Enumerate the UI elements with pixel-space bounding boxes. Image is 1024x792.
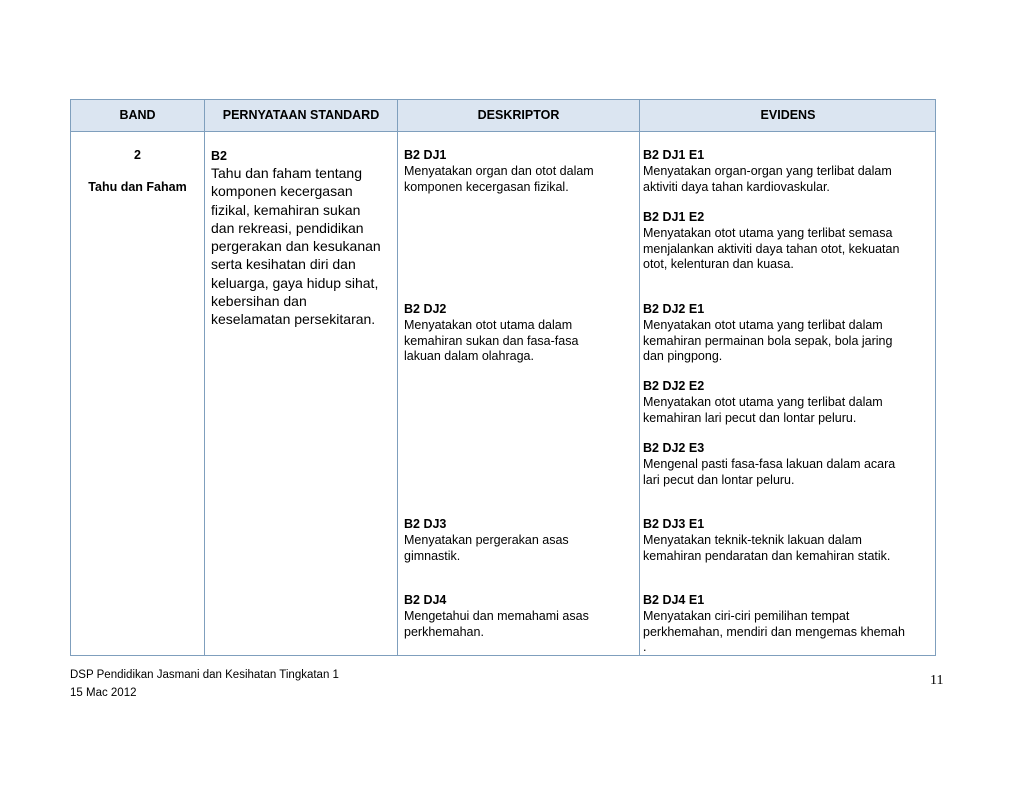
- standard-line: serta kesihatan diri dan: [211, 256, 356, 273]
- descriptor-line: gimnastik.: [404, 548, 461, 563]
- footer-document-title: DSP Pendidikan Jasmani dan Kesihatan Tingkatan 1: [70, 669, 339, 681]
- evidence-line: otot, kelenturan dan kuasa.: [643, 257, 794, 272]
- evidence-block: [643, 593, 933, 656]
- evidence-code: B2 DJ1 E2: [643, 210, 705, 224]
- descriptor-block: [404, 593, 624, 640]
- descriptor-line: Menyatakan otot utama dalam: [404, 317, 573, 332]
- standard-line: pergerakan dan kesukanan: [211, 238, 381, 255]
- evidence-line: .: [643, 640, 647, 655]
- evidence-code: B2 DJ1 E1: [643, 148, 705, 162]
- evidence-line: Mengenal pasti fasa-fasa lakuan dalam acara: [643, 456, 896, 471]
- evidence-line: Menyatakan teknik-teknik lakuan dalam: [643, 532, 862, 547]
- descriptor-line: Mengetahui dan memahami asas: [404, 608, 589, 623]
- descriptor-line: perkhemahan.: [404, 624, 484, 639]
- evidence-line: Menyatakan otot utama yang terlibat semasa: [643, 225, 893, 240]
- descriptor-line: komponen kecergasan fizikal.: [404, 179, 569, 194]
- evidence-line: perkhemahan, mendiri dan mengemas khemah: [643, 624, 905, 639]
- standard-line: kebersihan dan: [211, 293, 307, 310]
- column-divider: [639, 100, 640, 655]
- evidence-code: B2 DJ2 E3: [643, 441, 705, 455]
- descriptor-code: B2 DJ4: [404, 593, 447, 607]
- evidence-block: [643, 210, 933, 273]
- evidence-line: kemahiran permainan bola sepak, bola jaring: [643, 333, 893, 348]
- evidence-code: B2 DJ3 E1: [643, 517, 705, 531]
- footer-date: 15 Mac 2012: [70, 687, 137, 699]
- standard-code: B2: [211, 149, 227, 163]
- header-deskriptor: DESKRIPTOR: [477, 108, 560, 122]
- header-evidens: EVIDENS: [760, 108, 816, 122]
- evidence-line: dan pingpong.: [643, 349, 723, 364]
- descriptor-line: kemahiran sukan dan fasa-fasa: [404, 333, 579, 348]
- standard-line: keselamatan persekitaran.: [211, 311, 376, 328]
- band-number: 2: [134, 148, 141, 162]
- evidence-line: kemahiran pendaratan dan kemahiran statik.: [643, 548, 891, 563]
- standard-line: dan rekreasi, pendidikan: [211, 219, 364, 236]
- band-label: Tahu dan Faham: [88, 180, 187, 194]
- standard-line: keluarga, gaya hidup sihat,: [211, 274, 379, 291]
- descriptor-code: B2 DJ2: [404, 302, 447, 316]
- header-pernyataan-standard: PERNYATAAN STANDARD: [222, 108, 380, 122]
- evidence-block: [643, 148, 933, 195]
- curriculum-table: [70, 99, 936, 656]
- evidence-line: Menyatakan otot utama yang terlibat dalam: [643, 394, 883, 409]
- header-band: BAND: [119, 108, 156, 122]
- standard-statement: [211, 148, 401, 329]
- table-header-row: [71, 100, 935, 132]
- descriptor-block: [404, 517, 624, 564]
- evidence-block: [643, 302, 933, 365]
- evidence-line: aktiviti daya tahan kardiovaskular.: [643, 179, 830, 194]
- descriptor-code: B2 DJ1: [404, 148, 447, 162]
- descriptor-line: lakuan dalam olahraga.: [404, 349, 534, 364]
- evidence-line: lari pecut dan lontar peluru.: [643, 472, 795, 487]
- evidence-line: Menyatakan organ-organ yang terlibat dalam: [643, 163, 892, 178]
- evidence-line: menjalankan aktiviti daya tahan otot, kekuatan: [643, 241, 900, 256]
- descriptor-block: [404, 302, 624, 365]
- descriptor-block: [404, 148, 624, 195]
- descriptor-line: Menyatakan pergerakan asas: [404, 532, 569, 547]
- evidence-line: Menyatakan otot utama yang terlibat dalam: [643, 317, 883, 332]
- evidence-block: [643, 379, 933, 426]
- evidence-code: B2 DJ4 E1: [643, 593, 705, 607]
- evidence-block: [643, 517, 933, 564]
- evidence-code: B2 DJ2 E1: [643, 302, 705, 316]
- page-number: 11: [930, 673, 944, 688]
- standard-line: komponen kecergasan: [211, 183, 353, 200]
- evidence-line: Menyatakan ciri-ciri pemilihan tempat: [643, 608, 850, 623]
- descriptor-code: B2 DJ3: [404, 517, 447, 531]
- evidence-line: kemahiran lari pecut dan lontar peluru.: [643, 410, 857, 425]
- column-divider: [204, 100, 205, 655]
- standard-line: fizikal, kemahiran sukan: [211, 201, 361, 218]
- descriptor-line: Menyatakan organ dan otot dalam: [404, 163, 594, 178]
- evidence-code: B2 DJ2 E2: [643, 379, 705, 393]
- evidence-block: [643, 441, 933, 488]
- standard-line: Tahu dan faham tentang: [211, 165, 363, 181]
